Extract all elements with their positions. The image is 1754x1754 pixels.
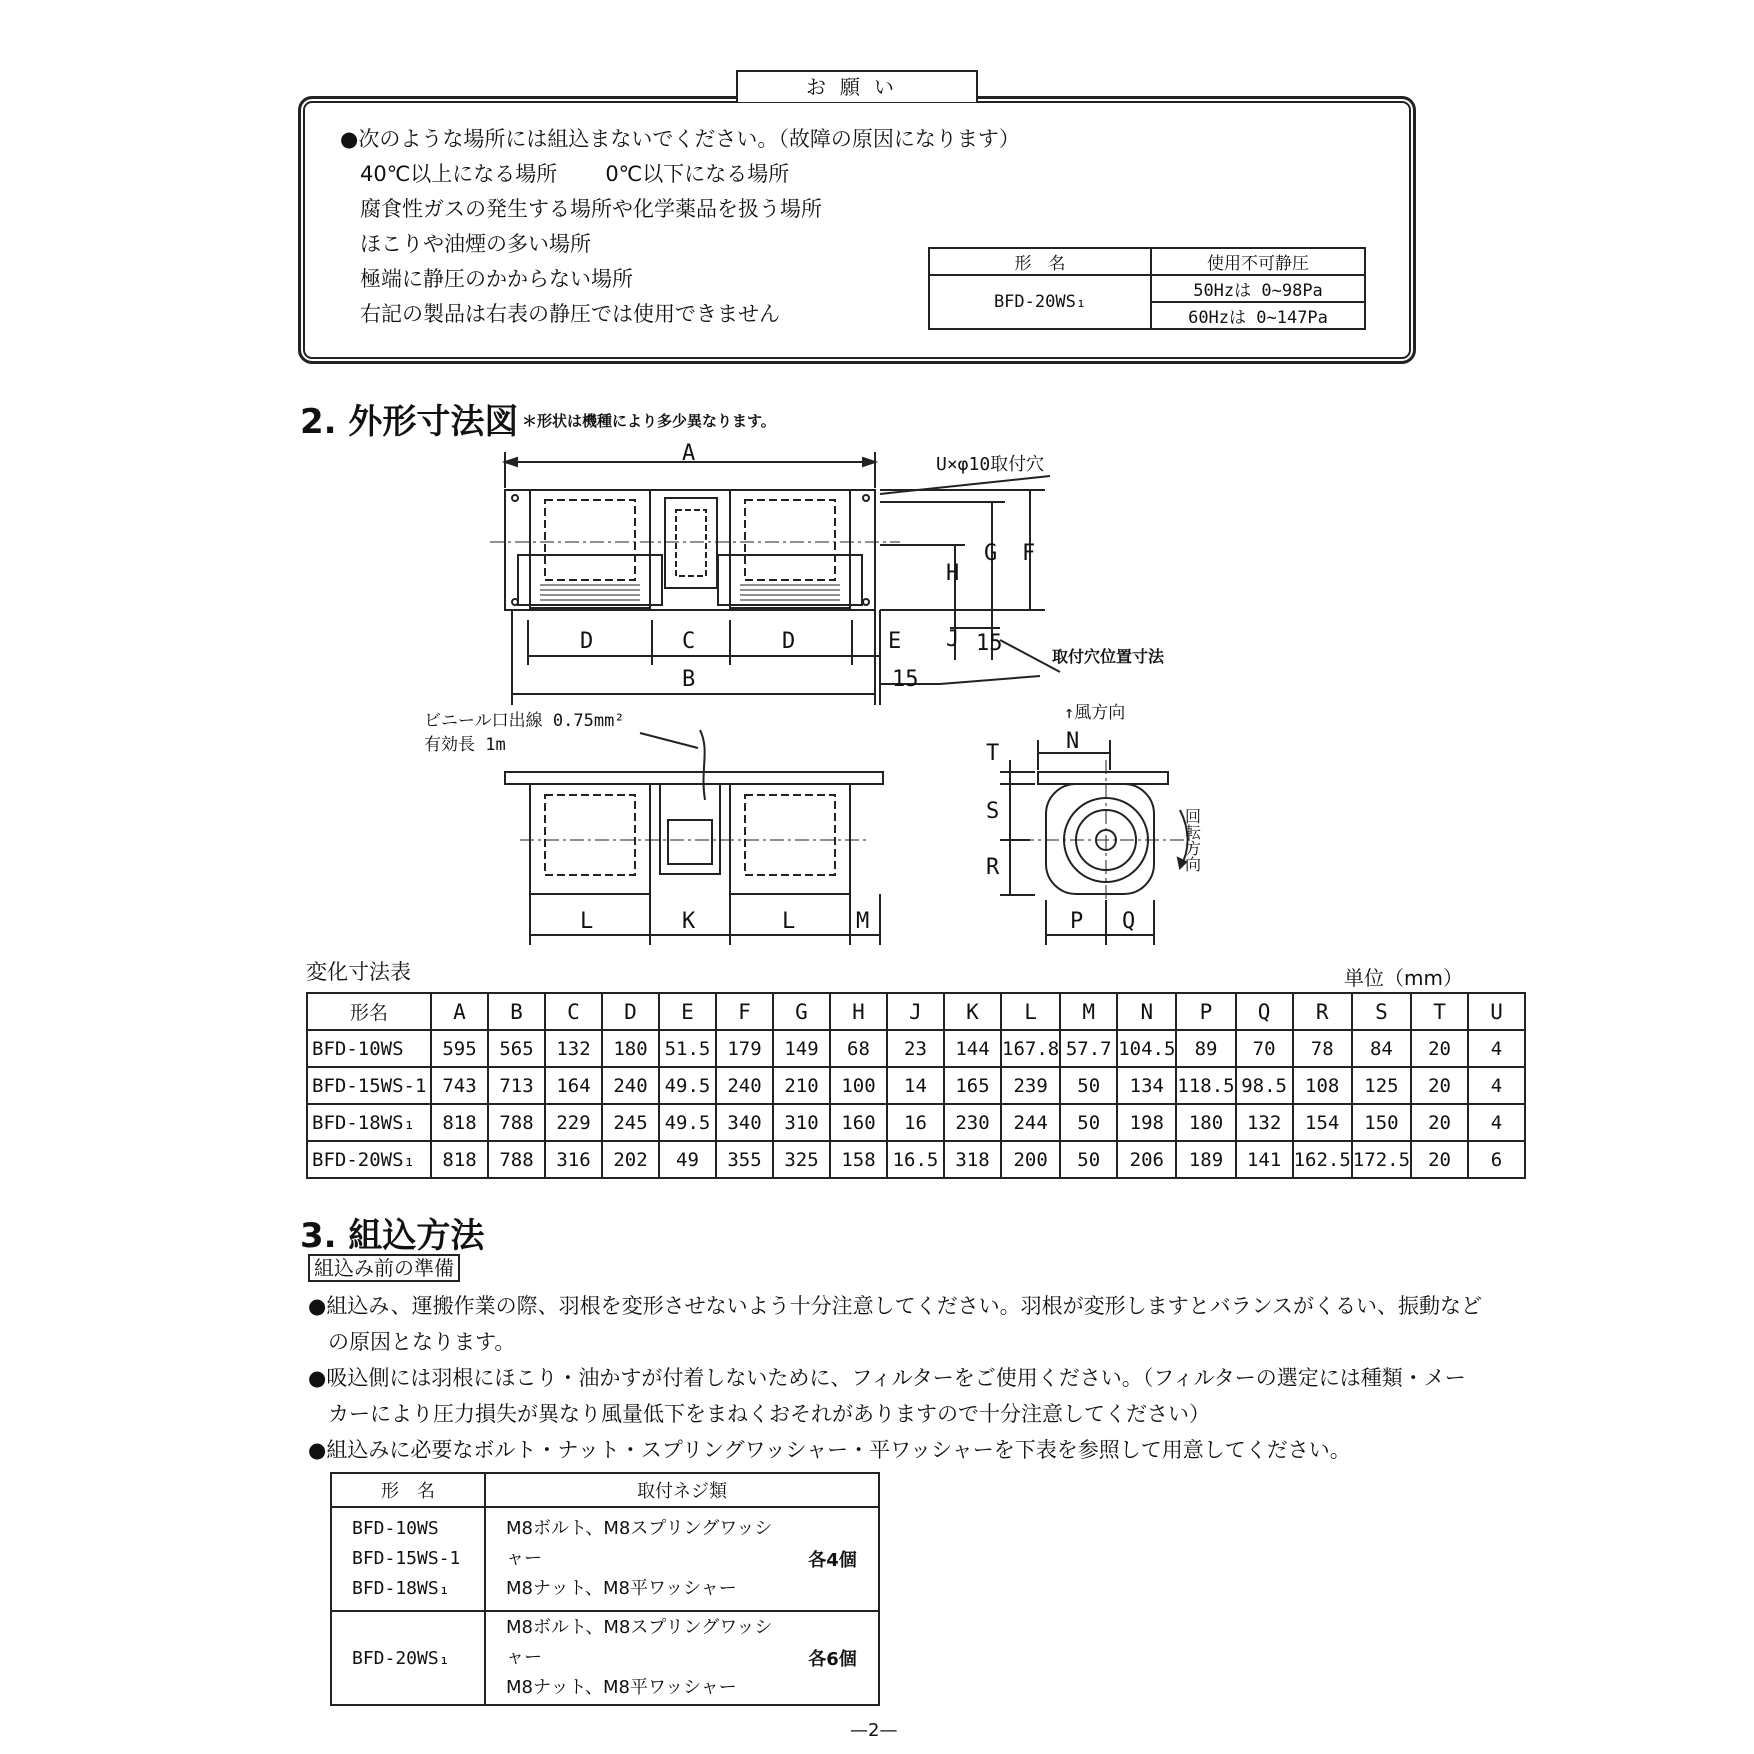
- screw-group2-model: BFD-20WS₁: [331, 1611, 485, 1705]
- label-D-left: D: [580, 629, 594, 654]
- table-row: [307, 1067, 1525, 1104]
- dim-header: R: [1293, 993, 1352, 1030]
- dim-cell: 4: [1468, 1030, 1525, 1067]
- dim-cell: 210: [773, 1067, 830, 1104]
- dim-cell: 818: [431, 1104, 488, 1141]
- page-number: —2—: [850, 1720, 898, 1741]
- bullet-line: ●吸込側には羽根にほこり・油かすが付着しないために、フィルターをご使用ください。（フィルターの選定には種類・メー: [308, 1366, 1466, 1390]
- dim-cell: 240: [716, 1067, 773, 1104]
- bullet-line: の原因となります。: [328, 1330, 516, 1354]
- dim-cell: 100: [830, 1067, 887, 1104]
- dim-cell: 245: [602, 1104, 659, 1141]
- dim-cell: 108: [1293, 1067, 1352, 1104]
- dim-cell: 4: [1468, 1067, 1525, 1104]
- dim-table-units: 単位（mm）: [1344, 966, 1463, 990]
- dim-header: B: [488, 993, 545, 1030]
- section3-subheading-wrap: [308, 1256, 460, 1280]
- label-B: B: [682, 667, 696, 692]
- label-rotation: 回転方向: [1182, 808, 1202, 872]
- dim-header: L: [1001, 993, 1060, 1030]
- section2-note: ＊形状は機種により多少異なります。: [522, 412, 776, 430]
- dim-cell: 20: [1411, 1141, 1468, 1178]
- label-P: P: [1070, 909, 1084, 934]
- dim-cell: 50: [1060, 1104, 1117, 1141]
- label-L-left: L: [580, 909, 594, 934]
- dim-cell: 50: [1060, 1067, 1117, 1104]
- dim-cell: 154: [1293, 1104, 1352, 1141]
- screw-table: [330, 1472, 880, 1706]
- label-S: S: [986, 799, 1000, 824]
- dim-header: F: [716, 993, 773, 1030]
- screw-header-model: 形 名: [331, 1473, 485, 1507]
- dim-cell: 325: [773, 1141, 830, 1178]
- label-R: R: [986, 855, 1000, 880]
- dim-cell: 150: [1352, 1104, 1411, 1141]
- dim-cell: 162.5: [1293, 1141, 1352, 1178]
- dim-cell: 51.5: [659, 1030, 716, 1067]
- dim-cell: 310: [773, 1104, 830, 1141]
- dim-header: U: [1468, 993, 1525, 1030]
- label-G: G: [984, 541, 998, 566]
- screw-item: M8ボルト、M8スプリングワッシャー: [506, 1617, 773, 1668]
- dimension-table: [306, 992, 1526, 1179]
- dim-cell: 355: [716, 1141, 773, 1178]
- dim-header: K: [944, 993, 1001, 1030]
- dim-cell: 89: [1176, 1030, 1235, 1067]
- screw-item: M8ナット、M8平ワッシャー: [506, 1677, 737, 1698]
- pressure-50hz: 50Hzは 0~98Pa: [1151, 275, 1365, 302]
- notice-line: 極端に静圧のかからない場所: [360, 267, 633, 291]
- dim-cell: 318: [944, 1141, 1001, 1178]
- dim-cell: 165: [944, 1067, 1001, 1104]
- dim-cell: 179: [716, 1030, 773, 1067]
- label-N: N: [1066, 729, 1080, 754]
- dim-header: M: [1060, 993, 1117, 1030]
- dim-cell: 104.5: [1117, 1030, 1176, 1067]
- dim-cell: 316: [545, 1141, 602, 1178]
- screw-group1-items: [485, 1507, 787, 1611]
- dim-cell: 134: [1117, 1067, 1176, 1104]
- dim-cell: 172.5: [1352, 1141, 1411, 1178]
- dim-cell: 565: [488, 1030, 545, 1067]
- bullet-line: ●組込み、運搬作業の際、羽根を変形させないよう十分注意してください。羽根が変形しますとバランスがくるい、振動など: [308, 1294, 1482, 1318]
- dim-cell: 20: [1411, 1030, 1468, 1067]
- dim-cell: 229: [545, 1104, 602, 1141]
- label-15-vertical: 15: [976, 631, 1003, 656]
- dim-header: J: [887, 993, 944, 1030]
- label-K: K: [682, 909, 696, 934]
- dim-cell: 20: [1411, 1104, 1468, 1141]
- dim-cell: 23: [887, 1030, 944, 1067]
- table-row: [307, 1141, 1525, 1178]
- screw-group1-count: 各4個: [787, 1507, 879, 1611]
- dim-cell: 132: [1236, 1104, 1293, 1141]
- label-wire-length: 有効長 1m: [424, 735, 506, 755]
- section3-title: 3. 組込方法: [300, 1216, 485, 1256]
- dim-table-caption: 変化寸法表: [306, 960, 411, 984]
- dim-cell: 132: [545, 1030, 602, 1067]
- notice-line-part: 40℃以上になる場所: [360, 162, 558, 186]
- pressure-header-value: 使用不可静圧: [1151, 248, 1365, 275]
- screw-item: M8ボルト、M8スプリングワッシャー: [506, 1518, 773, 1569]
- dim-cell: 230: [944, 1104, 1001, 1141]
- dim-cell: 125: [1352, 1067, 1411, 1104]
- dim-cell: 206: [1117, 1141, 1176, 1178]
- dim-cell: 180: [602, 1030, 659, 1067]
- dim-header: C: [545, 993, 602, 1030]
- dim-cell: 240: [602, 1067, 659, 1104]
- table-row: [307, 1104, 1525, 1141]
- dim-cell: 16: [887, 1104, 944, 1141]
- label-mount-position: 取付穴位置寸法: [1052, 647, 1165, 666]
- dim-header: T: [1411, 993, 1468, 1030]
- dim-cell: 6: [1468, 1141, 1525, 1178]
- bullet-line: ●組込みに必要なボルト・ナット・スプリングワッシャー・平ワッシャーを下表を参照して用意してください。: [308, 1438, 1351, 1462]
- dim-cell: 200: [1001, 1141, 1060, 1178]
- dim-cell: BFD-15WS-1: [307, 1067, 431, 1104]
- dim-cell: 84: [1352, 1030, 1411, 1067]
- label-D-right: D: [782, 629, 796, 654]
- dim-cell: 16.5: [887, 1141, 944, 1178]
- pressure-model: BFD-20WS₁: [929, 275, 1151, 329]
- dim-cell: 198: [1117, 1104, 1176, 1141]
- notice-title: お願い: [736, 70, 978, 102]
- dim-cell: 98.5: [1236, 1067, 1293, 1104]
- dim-cell: 158: [830, 1141, 887, 1178]
- dim-header: N: [1117, 993, 1176, 1030]
- dim-header-row: [307, 993, 1525, 1030]
- dim-cell: BFD-20WS₁: [307, 1141, 431, 1178]
- label-M: M: [856, 909, 870, 934]
- screw-group1-models: [331, 1507, 485, 1611]
- dim-cell: 164: [545, 1067, 602, 1104]
- dim-cell: 788: [488, 1141, 545, 1178]
- bullet-line: カーにより圧力損失が異なり風量低下をまねくおそれがありますので十分注意してください）: [328, 1402, 1210, 1426]
- dim-cell: 141: [1236, 1141, 1293, 1178]
- dim-cell: 144: [944, 1030, 1001, 1067]
- notice-line: ほこりや油煙の多い場所: [360, 232, 591, 256]
- dim-header: Q: [1236, 993, 1293, 1030]
- dim-header: P: [1176, 993, 1235, 1030]
- dim-cell: 49: [659, 1141, 716, 1178]
- section3-bullets: [308, 1288, 1482, 1468]
- label-L-right: L: [782, 909, 796, 934]
- screw-model: BFD-15WS-1: [352, 1548, 461, 1569]
- dim-cell: 4: [1468, 1104, 1525, 1141]
- dim-header: 形名: [307, 993, 431, 1030]
- screw-group2-count: 各6個: [787, 1611, 879, 1705]
- dim-cell: 49.5: [659, 1067, 716, 1104]
- dim-cell: 68: [830, 1030, 887, 1067]
- label-C: C: [682, 629, 696, 654]
- section2-title: 2. 外形寸法図: [300, 402, 519, 442]
- dim-cell: 743: [431, 1067, 488, 1104]
- dim-cell: 149: [773, 1030, 830, 1067]
- label-T: T: [986, 741, 1000, 766]
- dim-cell: 14: [887, 1067, 944, 1104]
- notice-line: 腐食性ガスの発生する場所や化学薬品を扱う場所: [360, 197, 822, 221]
- dim-cell: 20: [1411, 1067, 1468, 1104]
- dim-cell: 57.7: [1060, 1030, 1117, 1067]
- dim-header: D: [602, 993, 659, 1030]
- dim-cell: 50: [1060, 1141, 1117, 1178]
- label-air-direction: ↑風方向: [1064, 703, 1126, 723]
- dim-cell: 180: [1176, 1104, 1235, 1141]
- label-F: F: [1022, 541, 1036, 566]
- dim-cell: 167.8: [1001, 1030, 1060, 1067]
- dim-cell: 788: [488, 1104, 545, 1141]
- label-Q: Q: [1122, 909, 1136, 934]
- dim-cell: BFD-18WS₁: [307, 1104, 431, 1141]
- pressure-header-model: 形 名: [929, 248, 1151, 275]
- label-A: A: [682, 441, 696, 466]
- dim-cell: 202: [602, 1141, 659, 1178]
- dim-cell: 70: [1236, 1030, 1293, 1067]
- notice-line-part: 0℃以下になる場所: [605, 162, 790, 186]
- dim-cell: 49.5: [659, 1104, 716, 1141]
- dim-header: H: [830, 993, 887, 1030]
- dim-header: S: [1352, 993, 1411, 1030]
- dim-cell: 118.5: [1176, 1067, 1235, 1104]
- section3-subheading: 組込み前の準備: [308, 1254, 460, 1282]
- pressure-60hz: 60Hzは 0~147Pa: [1151, 302, 1365, 329]
- dim-cell: 595: [431, 1030, 488, 1067]
- dim-cell: 713: [488, 1067, 545, 1104]
- dim-cell: 78: [1293, 1030, 1352, 1067]
- dim-cell: 340: [716, 1104, 773, 1141]
- dim-header: G: [773, 993, 830, 1030]
- notice-line: 右記の製品は右表の静圧では使用できません: [360, 302, 780, 326]
- dim-cell: 160: [830, 1104, 887, 1141]
- label-mount-hole: U×φ10取付穴: [936, 454, 1045, 475]
- screw-model: BFD-10WS: [352, 1518, 439, 1539]
- dim-cell: 244: [1001, 1104, 1060, 1141]
- label-J: J: [946, 627, 960, 652]
- label-15: 15: [892, 667, 919, 692]
- dim-cell: 818: [431, 1141, 488, 1178]
- dim-header: E: [659, 993, 716, 1030]
- dim-cell: 189: [1176, 1141, 1235, 1178]
- dim-cell: BFD-10WS: [307, 1030, 431, 1067]
- dim-header: A: [431, 993, 488, 1030]
- label-H: H: [946, 561, 960, 586]
- label-E: E: [888, 629, 902, 654]
- dim-cell: 239: [1001, 1067, 1060, 1104]
- screw-header-items: 取付ネジ類: [485, 1473, 879, 1507]
- label-wire: ビニール口出線 0.75mm²: [424, 711, 625, 731]
- screw-item: M8ナット、M8平ワッシャー: [506, 1578, 737, 1599]
- screw-model: BFD-18WS₁: [352, 1578, 450, 1599]
- table-row: [307, 1030, 1525, 1067]
- notice-line: ●次のような場所には組込まないでください。（故障の原因になります）: [340, 127, 1020, 151]
- screw-group2-items: [485, 1611, 787, 1705]
